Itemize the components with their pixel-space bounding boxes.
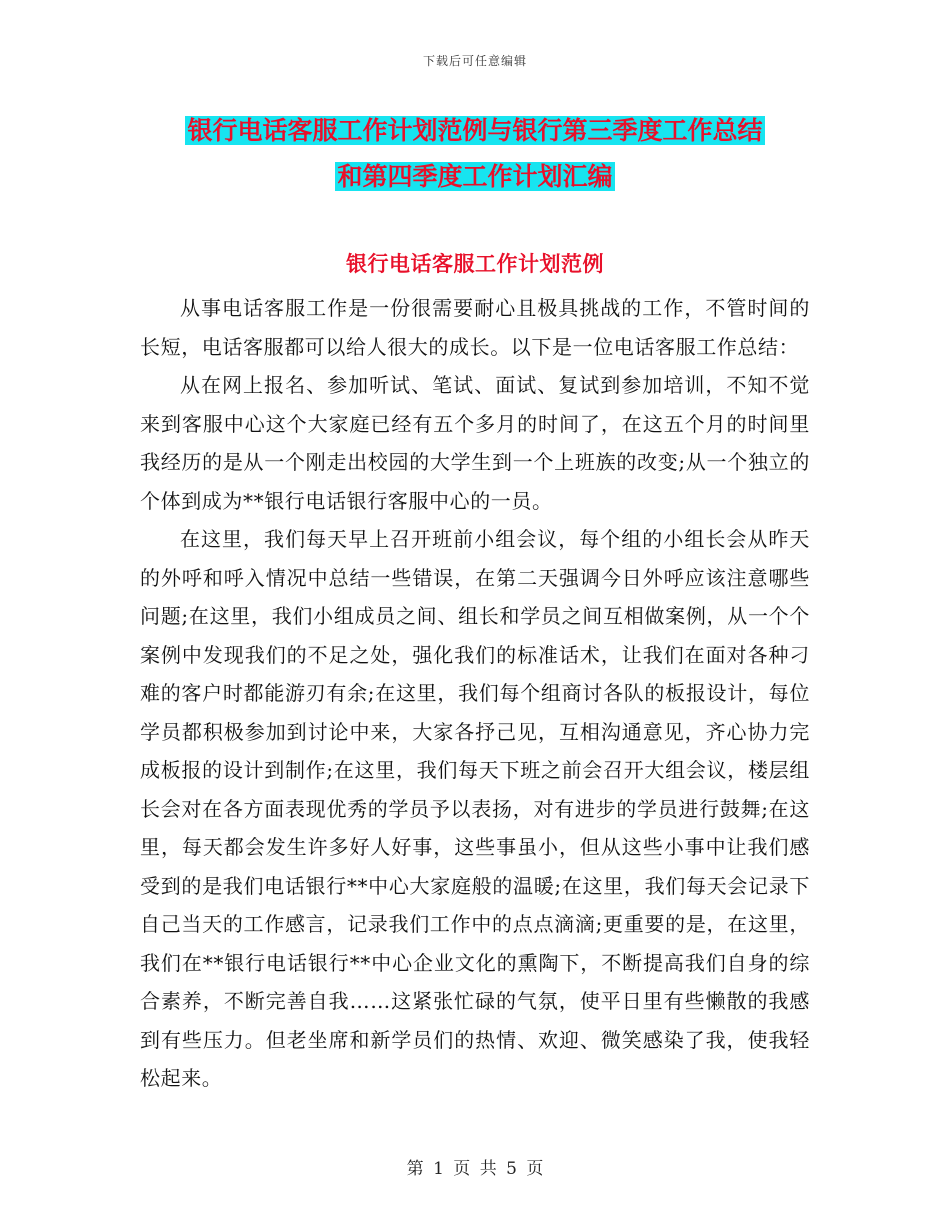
document-title-line-1 bbox=[0, 108, 950, 154]
body-paragraph-2: 从在网上报名、参加听试、笔试、面试、复试到参加培训，不知不觉来到客服中心这个大家庭已经有五个多月的时间了，在这五个月的时间里我经历的是从一个刚走出校园的大学生到一个上班族的改变;从一个独立的个体到成为**银行电话银行客服中心的一员。 bbox=[140, 373, 810, 513]
document-title-line-2-text: 和第四季度工作计划汇编 bbox=[337, 162, 613, 191]
body-paragraph-1: 从事电话客服工作是一份很需要耐心且极具挑战的工作，不管时间的长短，电话客服都可以给人很大的成长。以下是一位电话客服工作总结： bbox=[140, 296, 810, 359]
document-title bbox=[0, 108, 950, 200]
document-title-line-2 bbox=[0, 154, 950, 200]
document-body bbox=[140, 289, 810, 1098]
body-paragraph-3: 在这里，我们每天早上召开班前小组会议，每个组的小组长会从昨天的外呼和呼入情况中总结一些错误，在第二天强调今日外呼应该注意哪些问题;在这里，我们小组成员之间、组长和学员之间互相做案例，从一个个案例中发现我们的不足之处，强化我们的标准话术，让我们在面对各种刁难的客户时都能游刃有余;在这里，我们每个组商讨各队的板报设计，每位学员都积极参加到讨论中来，大家各抒己见，互相沟通意见，齐心协力完成板报的设计到制作;在这里，我们每天下班之前会召开大组会议，楼层组长会对在各方面表现优秀的学员予以表扬，对有进步的学员进行鼓舞;在这里，每天都会发生许多好人好事，这些事虽小，但从这些小事中让我们感受到的是我们电话银行**中心大家庭般的温暖;在这里，我们每天会记录下自己当天的工作感言，记录我们工作中的点点滴滴;更重要的是，在这里，我们在**银行电话银行**中心企业文化的熏陶下，不断提高我们自身的综合素养，不断完善自我……这紧张忙碌的气氛，使平日里有些懒散的我感到有些压力。但老坐席和新学员们的热情、欢迎、微笑感染了我，使我轻松起来。 bbox=[140, 527, 810, 1090]
page-number-footer: 第 1 页 共 5 页 bbox=[406, 1159, 544, 1179]
section-heading: 银行电话客服工作计划范例 bbox=[346, 252, 604, 276]
document-title-line-1-text: 银行电话客服工作计划范例与银行第三季度工作总结 bbox=[187, 116, 763, 145]
page-header-note: 下载后可任意编辑 bbox=[422, 54, 527, 68]
